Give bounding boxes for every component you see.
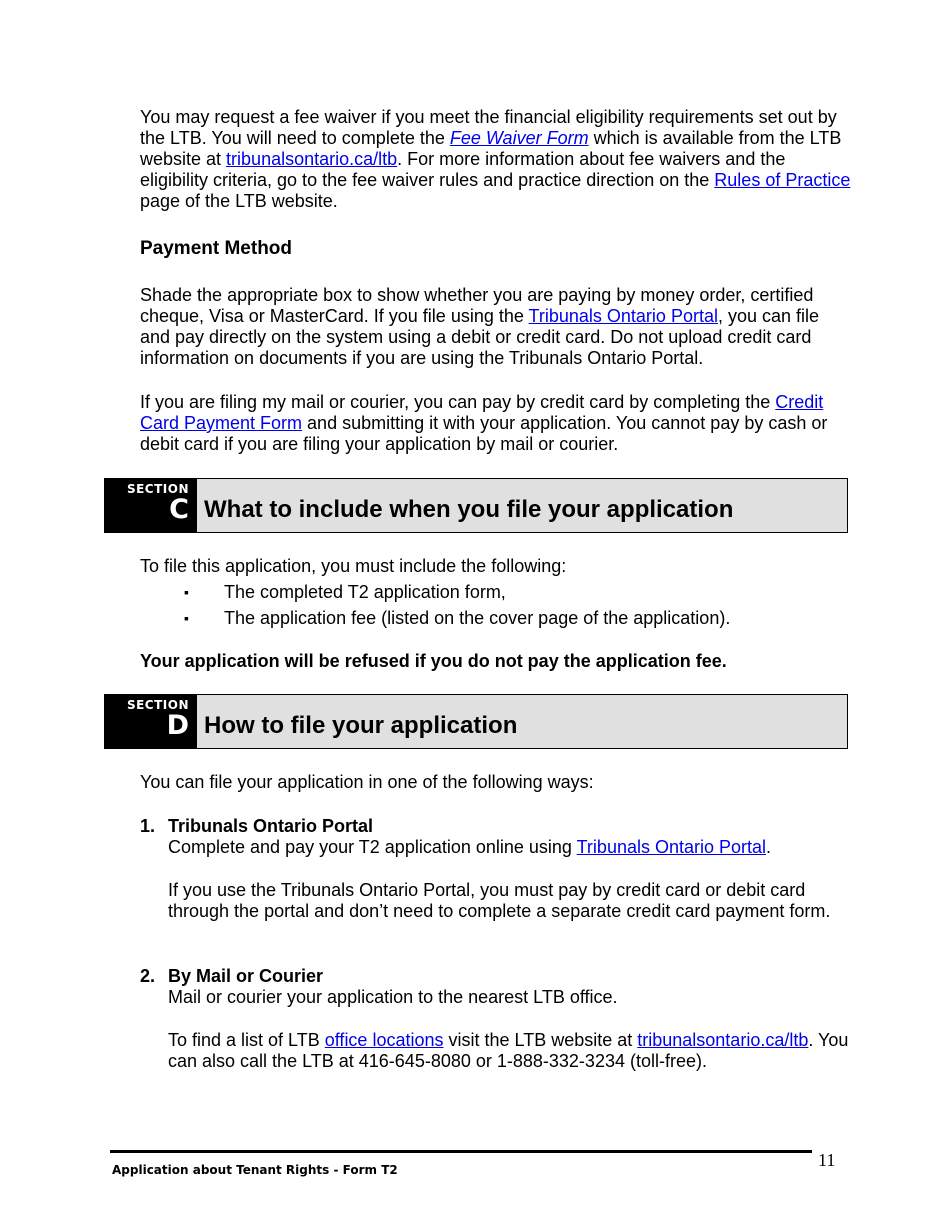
item-title: By Mail or Courier	[168, 966, 324, 986]
section-d-intro: You can file your application in one of the following ways:	[140, 772, 594, 792]
item-text: visit the LTB website at	[443, 1030, 638, 1050]
fee-refusal-warning: Your application will be refused if you do not pay the application fee.	[140, 651, 727, 671]
section-d-header	[104, 694, 848, 749]
required-items-list	[140, 579, 852, 631]
ltb-website-link[interactable]: tribunalsontario.ca/ltb	[637, 1030, 809, 1050]
filing-option-mail	[140, 966, 852, 1072]
fee-waiver-text: . For more information about fee waivers and the eligibility criteria, go to the fee waiver rules and practice direction on the	[140, 149, 786, 190]
bullet-icon: ▪	[184, 584, 189, 600]
mail-payment-paragraph	[140, 392, 852, 455]
item-text: . You can also call the LTB at 416-645-8080 or 1-888-332-3234 (toll-free).	[168, 1030, 849, 1071]
office-locations-link[interactable]: office locations	[324, 1030, 444, 1050]
item-text: Complete and pay your T2 application online using	[168, 837, 577, 857]
tribunals-portal-link[interactable]: Tribunals Ontario Portal	[576, 837, 767, 857]
tribunals-portal-link[interactable]: Tribunals Ontario Portal	[528, 306, 718, 326]
section-letter: D	[166, 710, 189, 741]
item-number: 1.	[140, 816, 156, 836]
list-item	[140, 579, 852, 605]
item-title: Tribunals Ontario Portal	[168, 816, 374, 836]
section-d-title-box	[197, 694, 848, 749]
filing-option-portal	[140, 816, 852, 922]
rules-of-practice-link[interactable]: Rules of Practice	[714, 170, 851, 190]
payment-method-heading: Payment Method	[140, 238, 293, 259]
fee-waiver-text: which is available from the LTB website at	[140, 128, 842, 169]
item-paragraph	[168, 1030, 852, 1072]
section-c-title: What to include when you file your application	[204, 496, 734, 523]
payment-text: and submitting it with your application. You cannot pay by cash or debit card if you are filing your application by mail or courier.	[140, 413, 828, 454]
item-text: .	[766, 837, 772, 857]
section-c-header	[104, 478, 848, 533]
bullet-icon: ▪	[184, 610, 189, 626]
list-item	[140, 605, 852, 631]
item-line	[168, 837, 852, 858]
list-item-text: The application fee (listed on the cover page of the application).	[224, 608, 731, 628]
section-label: SECTION	[126, 698, 189, 712]
ltb-website-link[interactable]: tribunalsontario.ca/ltb	[226, 149, 398, 169]
item-line: Mail or courier your application to the nearest LTB office.	[168, 987, 618, 1007]
payment-text: Shade the appropriate box to show whether you are paying by money order, certified cheque, Visa or MasterCard. If you file using the	[140, 285, 814, 326]
credit-card-form-link[interactable]: Credit Card Payment Form	[140, 392, 824, 433]
fee-waiver-paragraph	[140, 107, 852, 212]
footer-rule	[110, 1150, 812, 1153]
section-c-tag	[104, 478, 197, 533]
fee-waiver-text: You may request a fee waiver if you meet the financial eligibility requirements set out by the LTB. You will need to complete the	[140, 107, 837, 148]
section-label: SECTION	[126, 482, 189, 496]
section-d-tag	[104, 694, 197, 749]
item-text: To find a list of LTB	[168, 1030, 325, 1050]
fee-waiver-form-link[interactable]: Fee Waiver Form	[449, 128, 589, 148]
payment-method-paragraph	[140, 285, 852, 369]
list-item-text: The completed T2 application form,	[224, 582, 506, 602]
section-c-intro: To file this application, you must include the following:	[140, 556, 567, 576]
item-paragraph: If you use the Tribunals Ontario Portal, you must pay by credit card or debit card through the portal and don’t need to complete a separate credit card payment form.	[168, 880, 831, 921]
page-number: 11	[818, 1150, 836, 1170]
section-d-title: How to file your application	[204, 712, 518, 739]
payment-text: If you are filing my mail or courier, you can pay by credit card by completing the	[140, 392, 776, 412]
section-letter: C	[169, 494, 189, 525]
fee-waiver-text: page of the LTB website.	[140, 191, 338, 211]
item-number: 2.	[140, 966, 156, 986]
footer-title: Application about Tenant Rights - Form T2	[112, 1163, 398, 1177]
section-c-title-box	[197, 478, 848, 533]
payment-text: , you can file and pay directly on the system using a debit or credit card. Do not upload credit card information on documents if you are using the Tribunals Ontario Portal.	[140, 306, 820, 368]
